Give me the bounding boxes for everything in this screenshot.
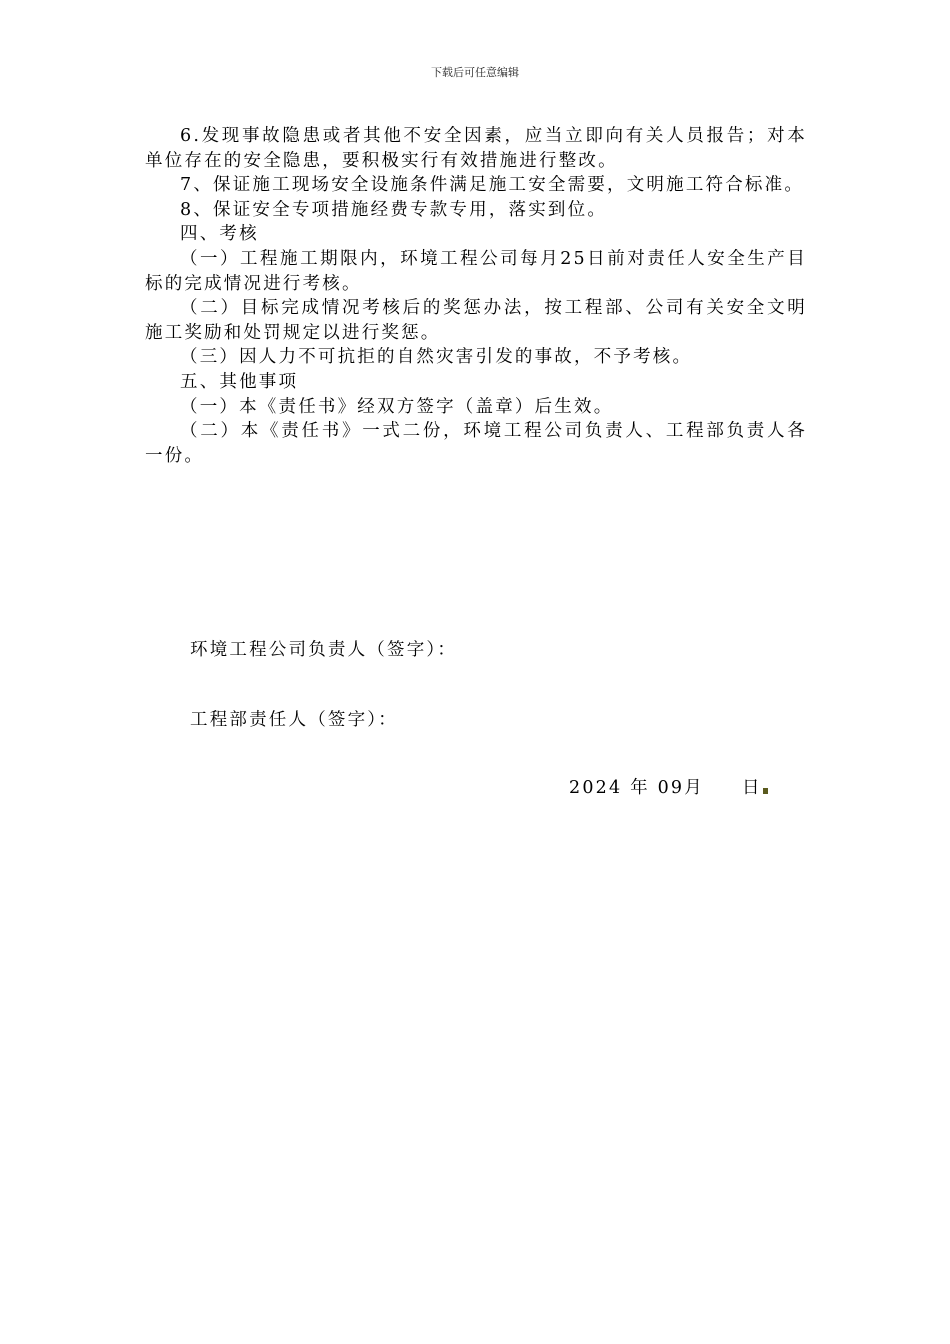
document-body — [145, 124, 807, 468]
paragraph-other-1: （一）本《责任书》经双方签字（盖章）后生效。 — [180, 396, 614, 417]
paragraph-assessment-1: （一）工程施工期限内，环境工程公司每月25日前对责任人安全生产目标的完成情况进行考核。 — [145, 248, 807, 294]
paragraph-assessment-3: （三）因人力不可抗拒的自然灾害引发的事故，不予考核。 — [180, 347, 693, 368]
paragraph-item-6: 6.发现事故隐患或者其他不安全因素，应当立即向有关人员报告；对本单位存在的安全隐患，要积极实行有效措施进行整改。 — [145, 126, 807, 171]
section-heading-assessment: 四、考核 — [180, 224, 259, 245]
company-signature-line: 环境工程公司负责人（签字）： — [190, 640, 458, 660]
date-year-unit: 年 — [630, 778, 650, 798]
date-month-unit: 月 — [684, 778, 704, 798]
paragraph-item-8: 8、保证安全专项措施经费专款专用，落实到位。 — [180, 199, 608, 220]
page-header-note: 下载后可任意编辑 — [431, 66, 519, 79]
date-month: 09 — [657, 778, 685, 798]
paragraph-end-mark — [763, 788, 768, 794]
paragraph-other-2: （二）本《责任书》一式二份，环境工程公司负责人、工程部负责人各一份。 — [145, 421, 807, 466]
section-heading-other: 五、其他事项 — [180, 371, 299, 392]
department-signature-line: 工程部责任人（签字）： — [190, 710, 398, 730]
paragraph-item-7: 7、保证施工现场安全设施条件满足施工安全需要，文明施工符合标准。 — [180, 175, 805, 196]
date-year: 2024 — [569, 778, 623, 798]
paragraph-assessment-2: （二）目标完成情况考核后的奖惩办法，按工程部、公司有关安全文明施工奖励和处罚规定以进行奖惩。 — [145, 298, 807, 343]
date-line — [569, 776, 768, 800]
date-day-unit: 日 — [741, 778, 762, 798]
